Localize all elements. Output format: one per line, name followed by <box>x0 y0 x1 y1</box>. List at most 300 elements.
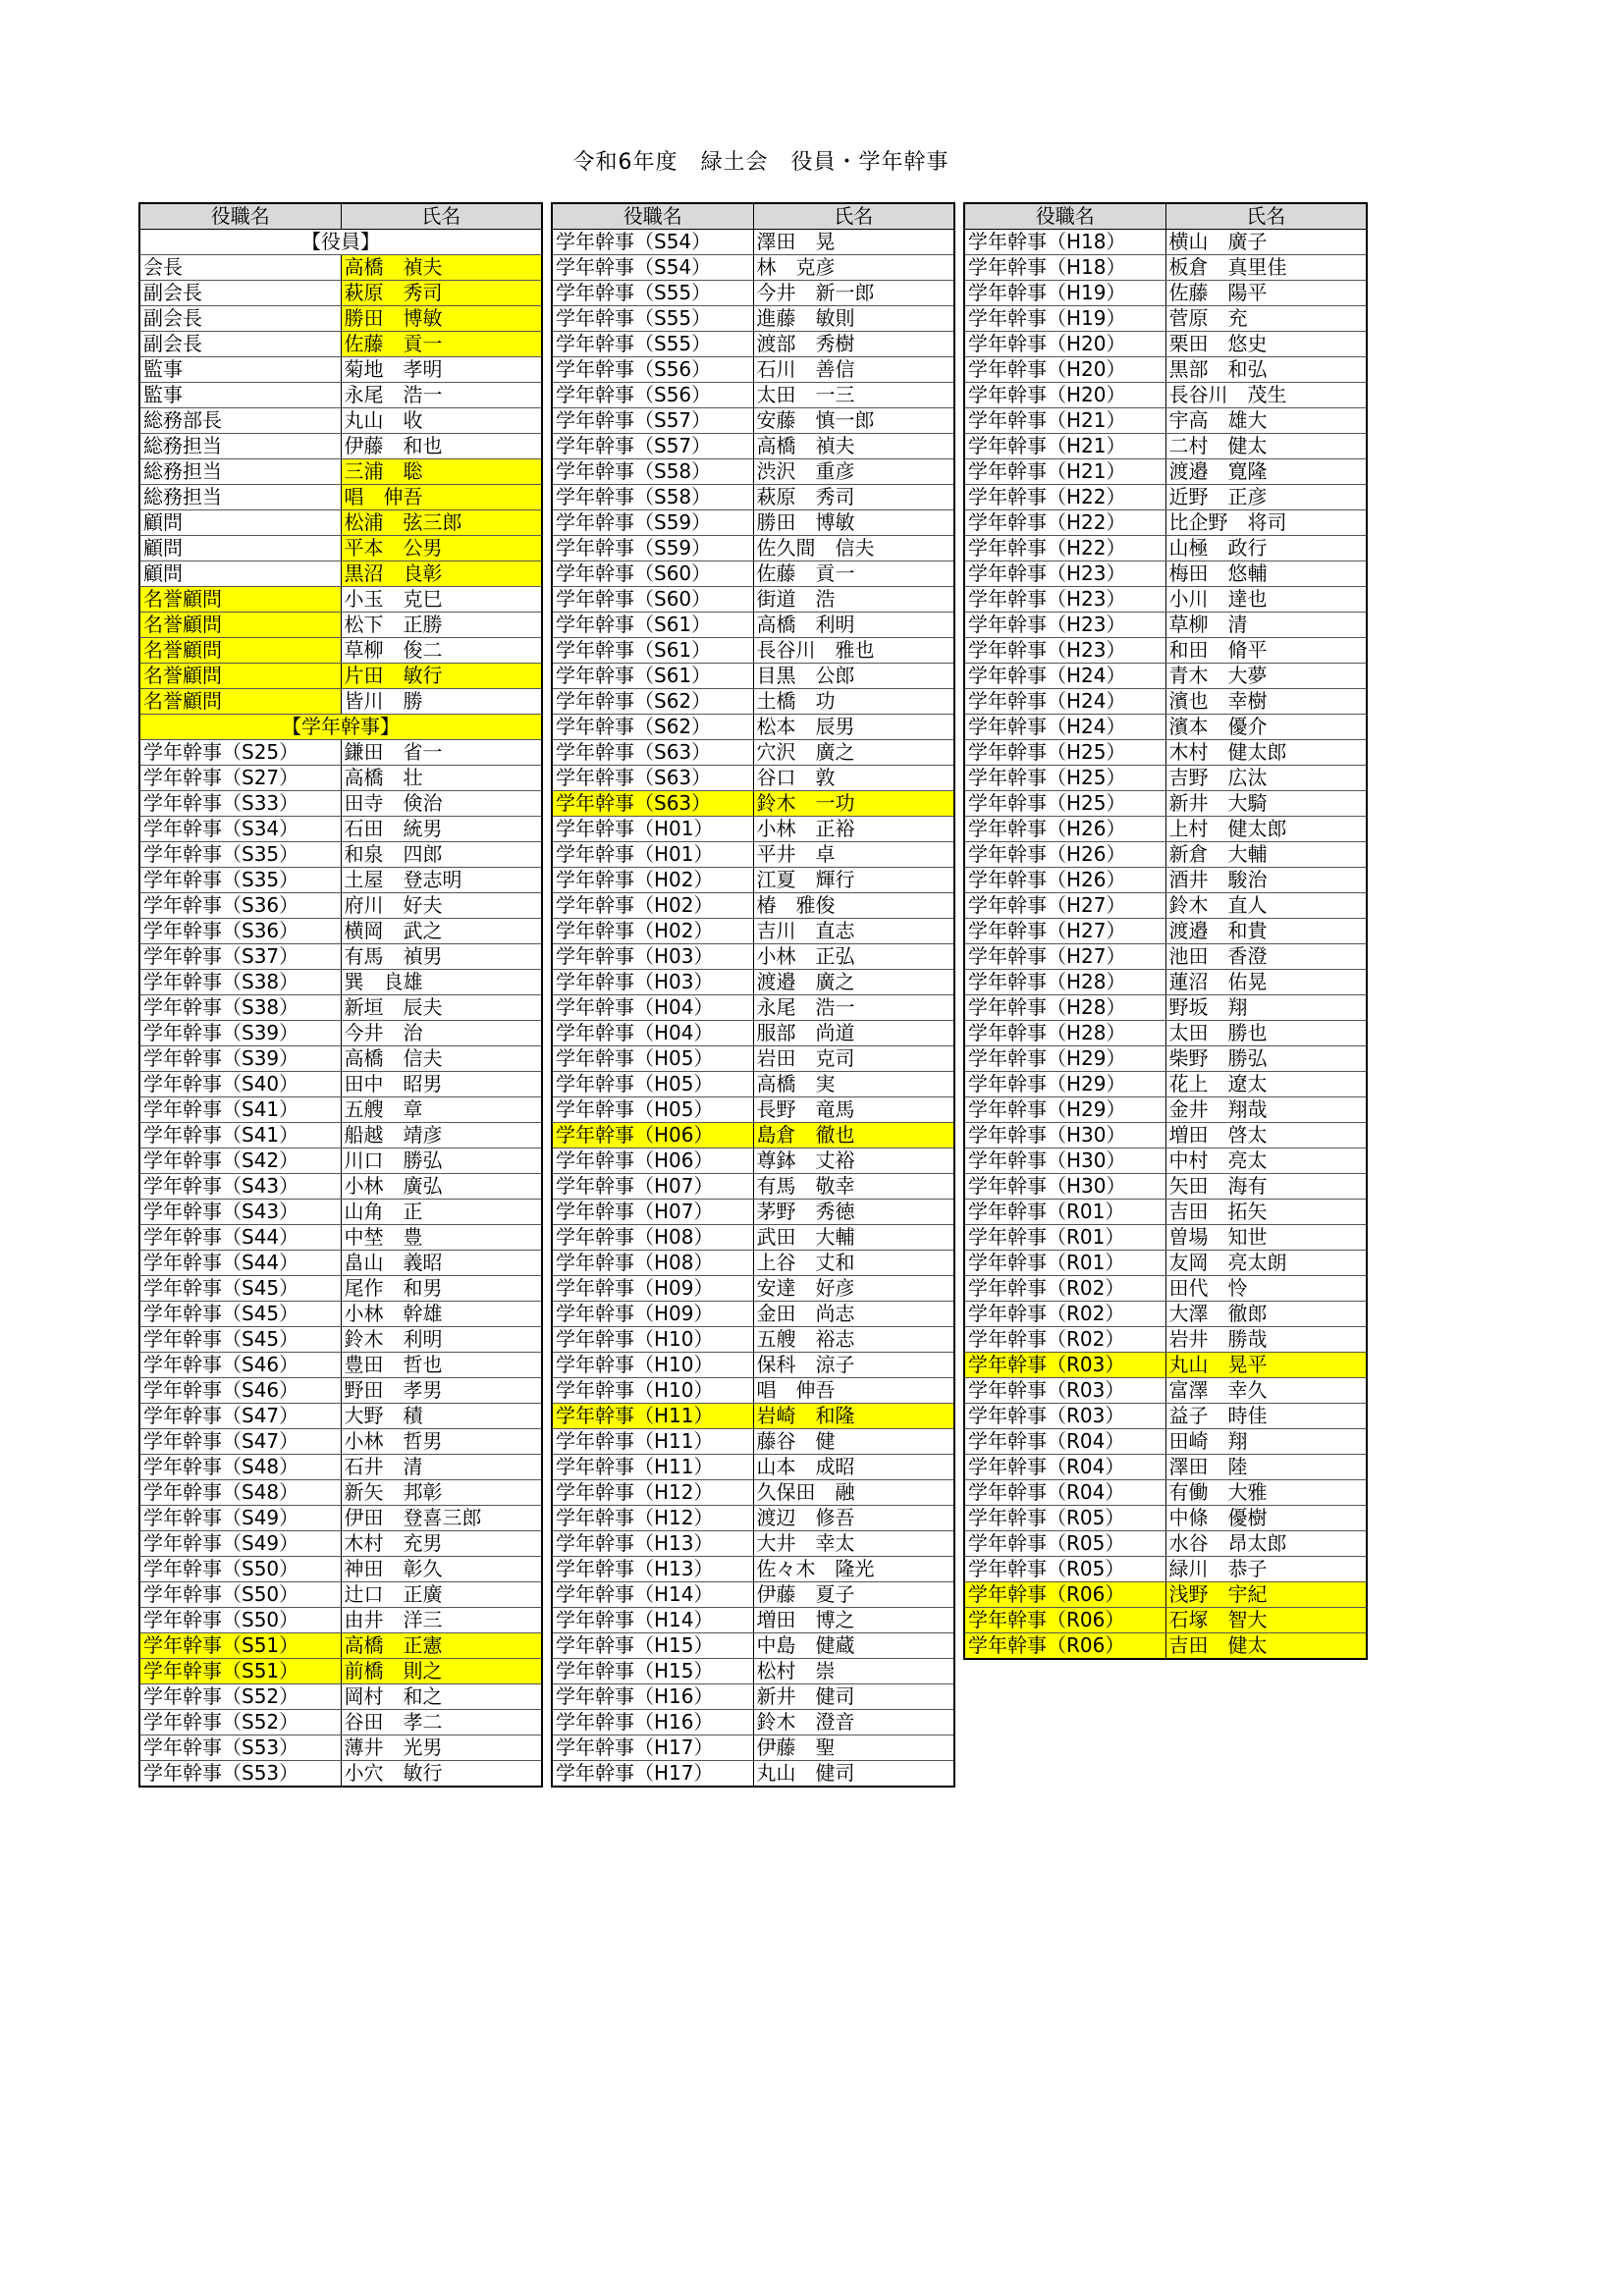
role-cell: 総務部長 <box>139 408 341 434</box>
name-cell: 横岡 武之 <box>341 919 542 944</box>
table-row <box>964 485 1367 510</box>
name-cell: 梅田 悠輔 <box>1165 561 1367 587</box>
name-cell: 林 克彦 <box>753 255 954 281</box>
table-row <box>964 1251 1367 1276</box>
name-cell: 由井 洋三 <box>341 1608 542 1633</box>
role-cell: 学年幹事（S42） <box>139 1148 341 1174</box>
name-cell: 田崎 翔 <box>1165 1429 1367 1455</box>
name-cell: 萩原 秀司 <box>341 281 542 306</box>
section-heading: 【役員】 <box>139 230 542 255</box>
role-cell: 学年幹事（S63） <box>552 766 753 791</box>
table-row <box>552 995 954 1021</box>
table-row <box>552 1123 954 1148</box>
role-cell: 学年幹事（S35） <box>139 868 341 893</box>
name-cell: 渡邉 和貴 <box>1165 919 1367 944</box>
name-cell: 新倉 大輔 <box>1165 842 1367 868</box>
role-cell: 学年幹事（R02） <box>964 1327 1165 1353</box>
table-row <box>964 766 1367 791</box>
table-row <box>139 689 542 715</box>
table-row <box>552 1225 954 1251</box>
section-heading: 【学年幹事】 <box>139 715 542 740</box>
role-cell: 学年幹事（H04） <box>552 995 753 1021</box>
role-cell: 副会長 <box>139 306 341 332</box>
name-cell: 松本 辰男 <box>753 715 954 740</box>
role-cell: 学年幹事（S62） <box>552 715 753 740</box>
name-cell: 吉川 直志 <box>753 919 954 944</box>
name-cell: 宇高 雄大 <box>1165 408 1367 434</box>
role-cell: 学年幹事（S27） <box>139 766 341 791</box>
name-cell: 片田 敏行 <box>341 664 542 689</box>
name-cell: 渡邉 廣之 <box>753 970 954 995</box>
name-cell: 渋沢 重彦 <box>753 459 954 485</box>
name-cell: 高橋 禎夫 <box>753 434 954 459</box>
table-row <box>139 1148 542 1174</box>
table-row <box>552 1276 954 1302</box>
table-row <box>552 485 954 510</box>
table-row <box>139 459 542 485</box>
table-row <box>552 919 954 944</box>
table-row <box>552 408 954 434</box>
role-cell: 学年幹事（H17） <box>552 1761 753 1788</box>
name-cell: 久保田 融 <box>753 1480 954 1506</box>
name-cell: 伊藤 和也 <box>341 434 542 459</box>
table-row <box>964 1123 1367 1148</box>
table-row <box>964 1200 1367 1225</box>
name-cell: 中埜 豊 <box>341 1225 542 1251</box>
name-cell: 澤田 陸 <box>1165 1455 1367 1480</box>
role-cell: 学年幹事（S48） <box>139 1455 341 1480</box>
name-cell: 伊田 登喜三郎 <box>341 1506 542 1531</box>
role-cell: 学年幹事（R06） <box>964 1582 1165 1608</box>
table-row <box>964 459 1367 485</box>
role-cell: 学年幹事（H12） <box>552 1506 753 1531</box>
name-cell: 田代 怜 <box>1165 1276 1367 1302</box>
role-cell: 総務担当 <box>139 485 341 510</box>
role-cell: 学年幹事（H30） <box>964 1123 1165 1148</box>
table-row <box>964 791 1367 817</box>
name-cell: 安藤 慎一郎 <box>753 408 954 434</box>
role-cell: 学年幹事（S37） <box>139 944 341 970</box>
role-cell: 学年幹事（H11） <box>552 1404 753 1429</box>
role-cell: 学年幹事（H08） <box>552 1251 753 1276</box>
name-cell: 黒部 和弘 <box>1165 357 1367 383</box>
name-cell: 山本 成昭 <box>753 1455 954 1480</box>
name-cell: 永尾 浩一 <box>753 995 954 1021</box>
role-cell: 学年幹事（S38） <box>139 970 341 995</box>
table-row <box>552 434 954 459</box>
name-cell: 府川 好夫 <box>341 893 542 919</box>
table-row <box>964 1225 1367 1251</box>
name-cell: 石川 善信 <box>753 357 954 383</box>
name-cell: 土屋 登志明 <box>341 868 542 893</box>
table-row <box>964 1404 1367 1429</box>
table-row <box>552 613 954 638</box>
table-row <box>552 1353 954 1378</box>
role-cell: 学年幹事（H05） <box>552 1046 753 1072</box>
table-row <box>139 613 542 638</box>
role-cell: 総務担当 <box>139 434 341 459</box>
name-cell: 高橋 利明 <box>753 613 954 638</box>
table-row <box>552 1097 954 1123</box>
table-row <box>139 919 542 944</box>
role-cell: 学年幹事（H20） <box>964 383 1165 408</box>
role-cell: 顧問 <box>139 510 341 536</box>
role-cell: 学年幹事（S44） <box>139 1251 341 1276</box>
name-cell: 目黒 公郎 <box>753 664 954 689</box>
table-row <box>964 1531 1367 1557</box>
table-row <box>139 715 542 740</box>
role-cell: 学年幹事（R06） <box>964 1633 1165 1660</box>
table-row <box>552 332 954 357</box>
name-cell: 佐久間 信夫 <box>753 536 954 561</box>
role-cell: 学年幹事（H11） <box>552 1455 753 1480</box>
roster-table-3 <box>963 202 1368 1660</box>
table-row <box>139 536 542 561</box>
name-cell: 江夏 輝行 <box>753 868 954 893</box>
table-row <box>139 791 542 817</box>
name-cell: 丸山 收 <box>341 408 542 434</box>
name-cell: 池田 香澄 <box>1165 944 1367 970</box>
table-row <box>139 1480 542 1506</box>
role-cell: 学年幹事（H19） <box>964 281 1165 306</box>
table-row <box>552 1455 954 1480</box>
table-row <box>964 255 1367 281</box>
role-cell: 学年幹事（S49） <box>139 1531 341 1557</box>
table-row <box>139 1046 542 1072</box>
name-cell: 田中 昭男 <box>341 1072 542 1097</box>
name-cell: 中村 亮太 <box>1165 1148 1367 1174</box>
name-cell: 上村 健太郎 <box>1165 817 1367 842</box>
role-column-header: 役職名 <box>552 203 753 230</box>
table-row <box>139 485 542 510</box>
role-cell: 学年幹事（H21） <box>964 459 1165 485</box>
role-cell: 学年幹事（H22） <box>964 536 1165 561</box>
name-cell: 安達 好彦 <box>753 1276 954 1302</box>
role-cell: 学年幹事（S39） <box>139 1046 341 1072</box>
role-cell: 学年幹事（H26） <box>964 842 1165 868</box>
name-cell: 金井 翔哉 <box>1165 1097 1367 1123</box>
role-cell: 学年幹事（H13） <box>552 1531 753 1557</box>
table-row <box>139 1429 542 1455</box>
name-cell: 丸山 晃平 <box>1165 1353 1367 1378</box>
name-cell: 巽 良雄 <box>341 970 542 995</box>
role-cell: 学年幹事（R02） <box>964 1302 1165 1327</box>
role-cell: 学年幹事（S56） <box>552 357 753 383</box>
name-cell: 進藤 敏則 <box>753 306 954 332</box>
table-row <box>139 306 542 332</box>
role-cell: 学年幹事（S41） <box>139 1097 341 1123</box>
table-row <box>139 1710 542 1735</box>
name-cell: 木村 充男 <box>341 1531 542 1557</box>
role-cell: 学年幹事（H28） <box>964 995 1165 1021</box>
table-row <box>552 459 954 485</box>
name-cell: 川口 勝弘 <box>341 1148 542 1174</box>
table-row <box>964 970 1367 995</box>
table-row <box>552 1557 954 1582</box>
role-cell: 学年幹事（H20） <box>964 332 1165 357</box>
table-row <box>964 715 1367 740</box>
role-cell: 学年幹事（H09） <box>552 1302 753 1327</box>
role-cell: 学年幹事（S49） <box>139 1506 341 1531</box>
role-cell: 学年幹事（R05） <box>964 1531 1165 1557</box>
table-row <box>139 817 542 842</box>
name-cell: 大野 積 <box>341 1404 542 1429</box>
name-cell: 薄井 光男 <box>341 1735 542 1761</box>
name-cell: 高橋 禎夫 <box>341 255 542 281</box>
name-cell: 佐藤 陽平 <box>1165 281 1367 306</box>
name-cell: 服部 尚道 <box>753 1021 954 1046</box>
name-cell: 有馬 禎男 <box>341 944 542 970</box>
table-row <box>552 306 954 332</box>
table-row <box>139 1225 542 1251</box>
name-cell: 岩田 克司 <box>753 1046 954 1072</box>
role-cell: 学年幹事（H23） <box>964 613 1165 638</box>
table-row <box>139 944 542 970</box>
role-cell: 学年幹事（H01） <box>552 842 753 868</box>
table-row <box>139 1531 542 1557</box>
table-row <box>139 1097 542 1123</box>
name-cell: 今井 新一郎 <box>753 281 954 306</box>
table-row <box>964 868 1367 893</box>
table-row <box>552 791 954 817</box>
role-cell: 学年幹事（H16） <box>552 1710 753 1735</box>
name-cell: 緑川 恭子 <box>1165 1557 1367 1582</box>
role-cell: 学年幹事（H27） <box>964 893 1165 919</box>
table-row <box>964 842 1367 868</box>
name-cell: 浅野 宇紀 <box>1165 1582 1367 1608</box>
name-cell: 伊藤 聖 <box>753 1735 954 1761</box>
role-cell: 学年幹事（S50） <box>139 1582 341 1608</box>
table-row <box>139 868 542 893</box>
name-cell: 菊地 孝明 <box>341 357 542 383</box>
role-cell: 学年幹事（S58） <box>552 459 753 485</box>
role-cell: 学年幹事（H23） <box>964 561 1165 587</box>
table-row <box>139 1378 542 1404</box>
name-cell: 小玉 克巳 <box>341 587 542 613</box>
role-cell: 学年幹事（H22） <box>964 485 1165 510</box>
role-cell: 学年幹事（H23） <box>964 587 1165 613</box>
role-column-header: 役職名 <box>139 203 341 230</box>
table-row <box>964 919 1367 944</box>
table-row <box>552 1327 954 1353</box>
role-cell: 学年幹事（H10） <box>552 1327 753 1353</box>
role-cell: 学年幹事（H25） <box>964 791 1165 817</box>
table-row <box>552 1735 954 1761</box>
role-cell: 学年幹事（S56） <box>552 383 753 408</box>
name-cell: 高橋 信夫 <box>341 1046 542 1072</box>
table-row <box>139 1582 542 1608</box>
role-cell: 学年幹事（S53） <box>139 1761 341 1788</box>
role-cell: 学年幹事（H27） <box>964 944 1165 970</box>
name-cell: 尾作 和男 <box>341 1276 542 1302</box>
table-row <box>552 1633 954 1659</box>
name-cell: 松村 崇 <box>753 1659 954 1684</box>
role-cell: 学年幹事（R05） <box>964 1557 1165 1582</box>
table-row <box>964 1429 1367 1455</box>
table-row <box>552 1148 954 1174</box>
role-cell: 名誉顧問 <box>139 689 341 715</box>
name-cell: 矢田 海有 <box>1165 1174 1367 1200</box>
table-row <box>552 1174 954 1200</box>
role-cell: 学年幹事（S25） <box>139 740 341 766</box>
table-row <box>552 1710 954 1735</box>
table-row <box>964 638 1367 664</box>
table-row <box>552 1378 954 1404</box>
role-cell: 学年幹事（H30） <box>964 1174 1165 1200</box>
role-cell: 学年幹事（S50） <box>139 1557 341 1582</box>
role-cell: 学年幹事（H18） <box>964 255 1165 281</box>
name-cell: 岩崎 和隆 <box>753 1404 954 1429</box>
table-row <box>139 510 542 536</box>
table-row <box>552 255 954 281</box>
role-cell: 学年幹事（H27） <box>964 919 1165 944</box>
name-cell: 小林 正裕 <box>753 817 954 842</box>
table-row <box>552 1021 954 1046</box>
name-cell: 吉野 広汰 <box>1165 766 1367 791</box>
role-cell: 学年幹事（H16） <box>552 1684 753 1710</box>
table-row <box>139 1761 542 1788</box>
name-cell: 小林 廣弘 <box>341 1174 542 1200</box>
role-cell: 学年幹事（H29） <box>964 1046 1165 1072</box>
name-column-header: 氏名 <box>753 203 954 230</box>
role-cell: 学年幹事（S58） <box>552 485 753 510</box>
role-cell: 学年幹事（S47） <box>139 1429 341 1455</box>
role-cell: 学年幹事（R03） <box>964 1353 1165 1378</box>
table-row <box>552 1480 954 1506</box>
role-cell: 学年幹事（H02） <box>552 868 753 893</box>
role-cell: 学年幹事（S54） <box>552 255 753 281</box>
name-cell: 武田 大輔 <box>753 1225 954 1251</box>
name-cell: 平本 公男 <box>341 536 542 561</box>
table-row <box>964 1582 1367 1608</box>
role-cell: 学年幹事（S48） <box>139 1480 341 1506</box>
name-cell: 吉田 健太 <box>1165 1633 1367 1660</box>
name-cell: 辻口 正廣 <box>341 1582 542 1608</box>
table-row <box>139 1506 542 1531</box>
name-cell: 黒沼 良彰 <box>341 561 542 587</box>
table-row <box>552 664 954 689</box>
table-row <box>552 1072 954 1097</box>
name-cell: 岩井 勝哉 <box>1165 1327 1367 1353</box>
name-cell: 小林 幹雄 <box>341 1302 542 1327</box>
role-cell: 学年幹事（S60） <box>552 561 753 587</box>
role-cell: 学年幹事（S41） <box>139 1123 341 1148</box>
table-row <box>139 1174 542 1200</box>
role-cell: 学年幹事（S33） <box>139 791 341 817</box>
table-row <box>964 1302 1367 1327</box>
role-cell: 副会長 <box>139 332 341 357</box>
table-row <box>964 1148 1367 1174</box>
name-cell: 船越 靖彦 <box>341 1123 542 1148</box>
table-row <box>964 561 1367 587</box>
table-row <box>552 1200 954 1225</box>
name-cell: 五艘 章 <box>341 1097 542 1123</box>
table-row <box>139 1455 542 1480</box>
name-cell: 伊藤 夏子 <box>753 1582 954 1608</box>
role-cell: 学年幹事（H21） <box>964 408 1165 434</box>
role-cell: 学年幹事（R01） <box>964 1200 1165 1225</box>
role-cell: 学年幹事（H19） <box>964 306 1165 332</box>
role-cell: 名誉顧問 <box>139 638 341 664</box>
role-cell: 学年幹事（S50） <box>139 1608 341 1633</box>
table-row <box>552 689 954 715</box>
table-row <box>552 536 954 561</box>
role-cell: 学年幹事（R01） <box>964 1251 1165 1276</box>
table-row <box>964 1327 1367 1353</box>
role-cell: 学年幹事（H15） <box>552 1633 753 1659</box>
table-row <box>964 357 1367 383</box>
table-row <box>139 1276 542 1302</box>
table-row <box>552 1506 954 1531</box>
role-cell: 学年幹事（H25） <box>964 766 1165 791</box>
table-row <box>139 1123 542 1148</box>
role-cell: 顧問 <box>139 561 341 587</box>
name-cell: 穴沢 廣之 <box>753 740 954 766</box>
table-row <box>964 689 1367 715</box>
table-row <box>964 434 1367 459</box>
table-row <box>964 1072 1367 1097</box>
role-cell: 学年幹事（H07） <box>552 1200 753 1225</box>
name-cell: 保科 涼子 <box>753 1353 954 1378</box>
role-cell: 学年幹事（H05） <box>552 1072 753 1097</box>
role-cell: 学年幹事（H28） <box>964 970 1165 995</box>
name-cell: 横山 廣子 <box>1165 230 1367 255</box>
role-cell: 学年幹事（R02） <box>964 1276 1165 1302</box>
table-row <box>964 332 1367 357</box>
table-row <box>139 740 542 766</box>
name-cell: 濱本 優介 <box>1165 715 1367 740</box>
name-cell: 石田 統男 <box>341 817 542 842</box>
name-cell: 富澤 幸久 <box>1165 1378 1367 1404</box>
role-cell: 学年幹事（H28） <box>964 1021 1165 1046</box>
table-row <box>139 1021 542 1046</box>
table-row <box>964 817 1367 842</box>
table-row <box>552 510 954 536</box>
role-cell: 学年幹事（S57） <box>552 408 753 434</box>
name-cell: 有働 大雅 <box>1165 1480 1367 1506</box>
table-row <box>139 1633 542 1659</box>
table-row <box>964 1633 1367 1660</box>
table-row <box>139 383 542 408</box>
name-cell: 佐藤 貢一 <box>753 561 954 587</box>
role-cell: 学年幹事（S34） <box>139 817 341 842</box>
table-row <box>552 715 954 740</box>
role-cell: 学年幹事（H22） <box>964 510 1165 536</box>
name-cell: 前橋 則之 <box>341 1659 542 1684</box>
table-row <box>964 1608 1367 1633</box>
role-cell: 学年幹事（R04） <box>964 1480 1165 1506</box>
table-row <box>552 970 954 995</box>
role-cell: 学年幹事（H02） <box>552 919 753 944</box>
name-cell: 鈴木 直人 <box>1165 893 1367 919</box>
table-row <box>964 510 1367 536</box>
name-cell: 山極 政行 <box>1165 536 1367 561</box>
header-row <box>552 203 954 230</box>
role-cell: 学年幹事（H04） <box>552 1021 753 1046</box>
roster-table-1 <box>138 202 543 1788</box>
name-cell: 今井 治 <box>341 1021 542 1046</box>
role-cell: 学年幹事（S61） <box>552 613 753 638</box>
role-cell: 学年幹事（R04） <box>964 1455 1165 1480</box>
role-cell: 顧問 <box>139 536 341 561</box>
role-cell: 学年幹事（S61） <box>552 664 753 689</box>
name-cell: 鎌田 省一 <box>341 740 542 766</box>
table-row <box>964 613 1367 638</box>
name-cell: 栗田 悠史 <box>1165 332 1367 357</box>
role-cell: 学年幹事（R05） <box>964 1506 1165 1531</box>
role-cell: 学年幹事（S39） <box>139 1021 341 1046</box>
table-row <box>964 383 1367 408</box>
